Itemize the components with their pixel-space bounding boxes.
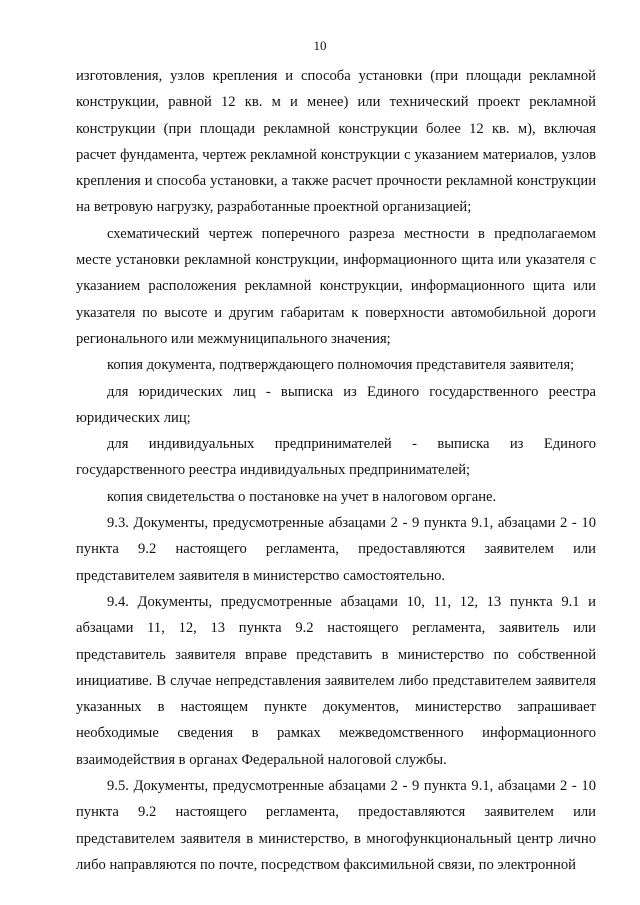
paragraph-9-5: 9.5. Документы, предусмотренные абзацами 2 - 9 пункта 9.1, абзацами 2 - 10 пункта 9.2 настоящего регламента, предоставляются заявителем или представителем заявителя в министерство, в многофункциональный центр лично либо направляются по почте, посредством факсимильной связи, по электронной [76, 778, 596, 873]
paragraph-tax-certificate: копия свидетельства о постановке на учет в налоговом органе. [107, 488, 497, 505]
paragraph-individual-entrepreneurs: для индивидуальных предпринимателей - выписка из Единого государственного реестра индивидуальных предпринимателей; [76, 436, 596, 479]
paragraph-9-3: 9.3. Документы, предусмотренные абзацами 2 - 9 пункта 9.1, абзацами 2 - 10 пункта 9.2 настоящего регламента, предоставляются заявителем или представителем заявителя в министерство самостоятельно. [76, 515, 596, 584]
document-body [76, 63, 596, 878]
paragraph-authority-copy: копия документа, подтверждающего полномочия представителя заявителя; [107, 357, 575, 374]
paragraph-schematic-drawing: схематический чертеж поперечного разреза местности в предполагаемом месте установки рекламной конструкции, информационного щита или указателя с указанием расположения рекламной конструкции, информационного щита или указателя по высоте и другим габаритам к поверхности автомобильной дороги регионального или межмуниципального значения; [76, 225, 596, 347]
paragraph-legal-entities: для юридических лиц - выписка из Единого государственного реестра юридических лиц; [76, 383, 596, 426]
page-number: 10 [313, 38, 327, 53]
paragraph-9-4: 9.4. Документы, предусмотренные абзацами 10, 11, 12, 13 пункта 9.1 и абзацами 11, 12, 13 пункта 9.2 настоящего регламента, заявитель или представитель заявителя вправе представить в министерство по собственной инициативе. В случае непредставления заявителем либо представителем заявителя указанных в настоящем пункте документов, министерство запрашивает необходимые сведения в рамках межведомственного информационного взаимодействия в органах Федеральной налоговой службы. [76, 593, 596, 768]
paragraph-continuation: изготовления, узлов крепления и способа установки (при площади рекламной конструкции, равной 12 кв. м и менее) или технический проект рекламной конструкции (при площади рекламной конструкции более 12 кв. м), включая расчет фундамента, чертеж рекламной конструкции с указанием материалов, узлов крепления и способа установки, а также расчет прочности рекламной конструкции на ветровую нагрузку, разработанные проектной организацией; [76, 68, 596, 216]
